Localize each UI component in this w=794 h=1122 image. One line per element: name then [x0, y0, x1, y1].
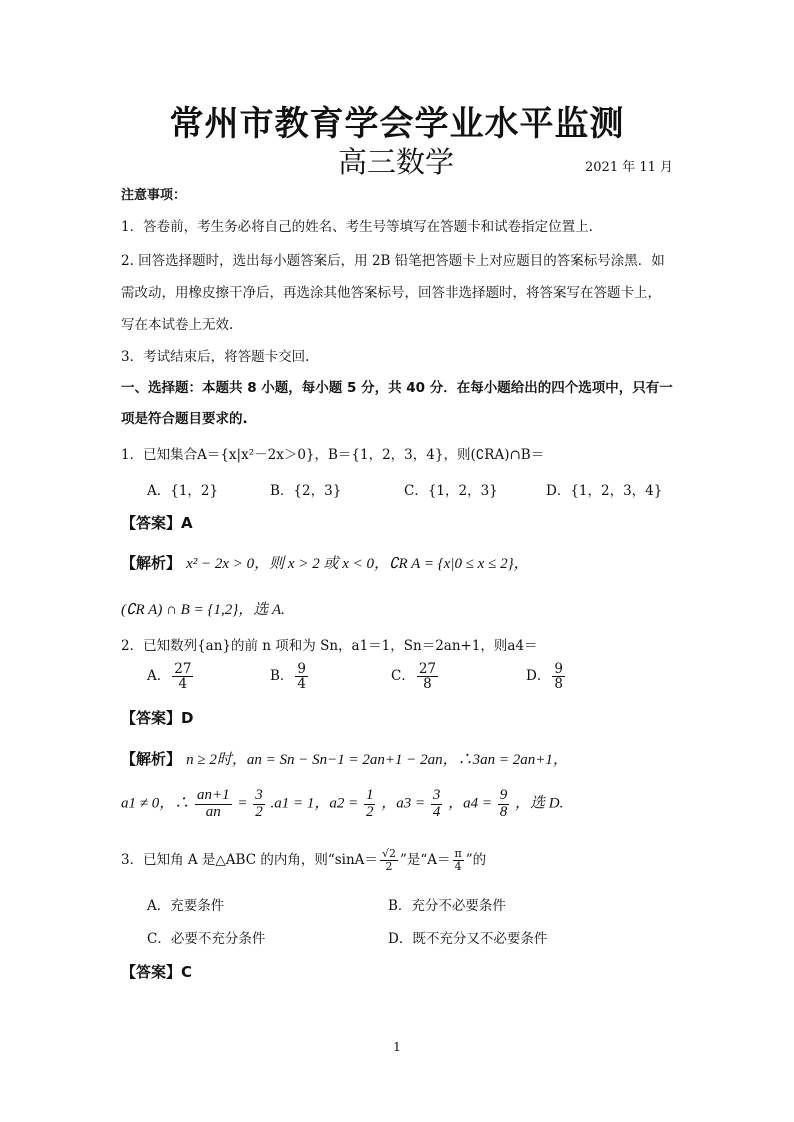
- document-title: 常州市教育学会学业水平监测: [169, 104, 625, 144]
- q2-frac-a3: $\frac{3}{4}$: [432, 787, 441, 820]
- q2-frac-a2: $\frac{1}{2}$: [365, 787, 374, 820]
- q2-option-b: [270, 662, 310, 691]
- q3-option-a: A．充要条件: [147, 898, 225, 914]
- q2-analysis-2d: ，a4 =: [448, 795, 492, 812]
- question-3-stem: [121, 848, 486, 873]
- q3-option-c: C．必要不充分条件: [147, 931, 266, 947]
- q3-stem-b: ”是“A＝: [399, 852, 451, 868]
- exam-date: 2021 年 11 月: [585, 160, 674, 175]
- q2-analysis-line-1: [121, 748, 568, 769]
- q2-option-a-fraction: $\frac{27}{4}$: [174, 661, 192, 693]
- q2-option-d-letter: D．: [526, 668, 551, 685]
- q1-analysis-line-1: [121, 552, 529, 573]
- question-2-stem: 2．已知数列{an}的前 n 项和为 Sn，a1＝1，Sn＝2an+1，则a4＝: [121, 638, 538, 654]
- page-number: 1: [393, 1040, 401, 1054]
- q1-option-b: B．{2，3}: [270, 483, 342, 499]
- subject-title: 高三数学: [338, 145, 455, 179]
- q3-stem-c: ”的: [465, 852, 487, 868]
- q2-analysis-2c: ，a3 =: [381, 795, 426, 812]
- q2-option-a: [147, 662, 195, 691]
- q3-option-b: B．充分不必要条件: [388, 898, 506, 914]
- q2-frac-three-halves: $\frac{3}{2}$: [255, 787, 263, 820]
- notes-heading: 注意事项：: [121, 188, 187, 203]
- q2-option-d-fraction: $\frac{9}{8}$: [554, 661, 563, 693]
- q1-answer: 【答案】A: [121, 514, 193, 532]
- q2-frac-a4: $\frac{9}{8}$: [499, 787, 508, 820]
- q2-analysis-label: 【解析】: [121, 750, 182, 768]
- q2-option-c: [391, 662, 440, 691]
- section-heading-cont: 项是符合题目要求的.: [121, 411, 248, 427]
- q2-option-a-letter: A．: [147, 668, 171, 685]
- notes-item-3: 3．考试结束后，将答题卡交回.: [121, 349, 310, 365]
- q2-option-c-letter: C．: [391, 668, 415, 685]
- q3-frac-sqrt2: $\frac{√2}{2}$: [381, 847, 396, 873]
- q2-analysis-2b: .a1 = 1，a2 =: [270, 795, 359, 812]
- q2-analysis-text-1: n ≥ 2时，an = Sn − Sn−1 = 2an+1 − 2an，∴3an = 2an+1，: [186, 752, 568, 768]
- q2-answer: 【答案】D: [121, 709, 194, 727]
- q2-option-d: [526, 662, 567, 691]
- q2-frac-ratio: $\frac{an+1}{an}$: [196, 787, 230, 820]
- q3-answer: 【答案】C: [121, 963, 193, 981]
- q1-option-c: C．{1，2，3}: [404, 483, 498, 499]
- q2-option-b-fraction: $\frac{9}{4}$: [297, 661, 307, 693]
- q3-stem-a: 3．已知角 A 是△ABC 的内角，则“sinA＝: [121, 852, 378, 868]
- q2-analysis-2e: ，选 D.: [514, 795, 564, 812]
- notes-item-2: 2. 回答选择题时，选出每小题答案后，用 2B 铅笔把答题卡上对应题目的答案标号涂黑．如: [121, 253, 665, 269]
- q2-equals: =: [237, 795, 248, 812]
- question-1-stem: 1．已知集合A＝{x|x²－2x＞0}，B＝{1，2，3，4}，则(∁RA)∩B＝: [121, 447, 545, 463]
- q2-analysis-2a: a1 ≠ 0，∴: [121, 795, 190, 812]
- notes-item-2-cont2: 写在本试卷上无效.: [121, 317, 234, 333]
- q1-option-d: D．{1，2，3，4}: [546, 483, 663, 499]
- q1-analysis-line-2: (∁R A) ∩ B = {1,2}，选 A.: [121, 602, 285, 618]
- q1-option-a: A．{1，2}: [147, 483, 219, 499]
- notes-item-2-cont: 需改动，用橡皮擦干净后，再选涂其他答案标号，回答非选择题时，将答案写在答题卡上，: [121, 285, 661, 301]
- q2-option-c-fraction: $\frac{27}{8}$: [418, 661, 437, 693]
- q3-option-d: D．既不充分又不必要条件: [388, 931, 548, 947]
- q1-analysis-label: 【解析】: [121, 554, 182, 572]
- notes-item-1: 1．答卷前，考生务必将自己的姓名、考生号等填写在答题卡和试卷指定位置上.: [121, 219, 593, 235]
- q2-option-b-letter: B．: [270, 668, 294, 685]
- q2-analysis-line-2: [121, 788, 563, 821]
- section-heading: 一、选择题：本题共 8 小题，每小题 5 分，共 40 分．在每小题给出的四个选项中，只有一: [121, 380, 673, 396]
- q3-frac-pi: $\frac{\pi}{4}$: [454, 847, 462, 873]
- q1-analysis-text-1: x² − 2x > 0，则 x > 2 或 x < 0，∁R A = {x|0 ≤ x ≤ 2}，: [186, 556, 529, 572]
